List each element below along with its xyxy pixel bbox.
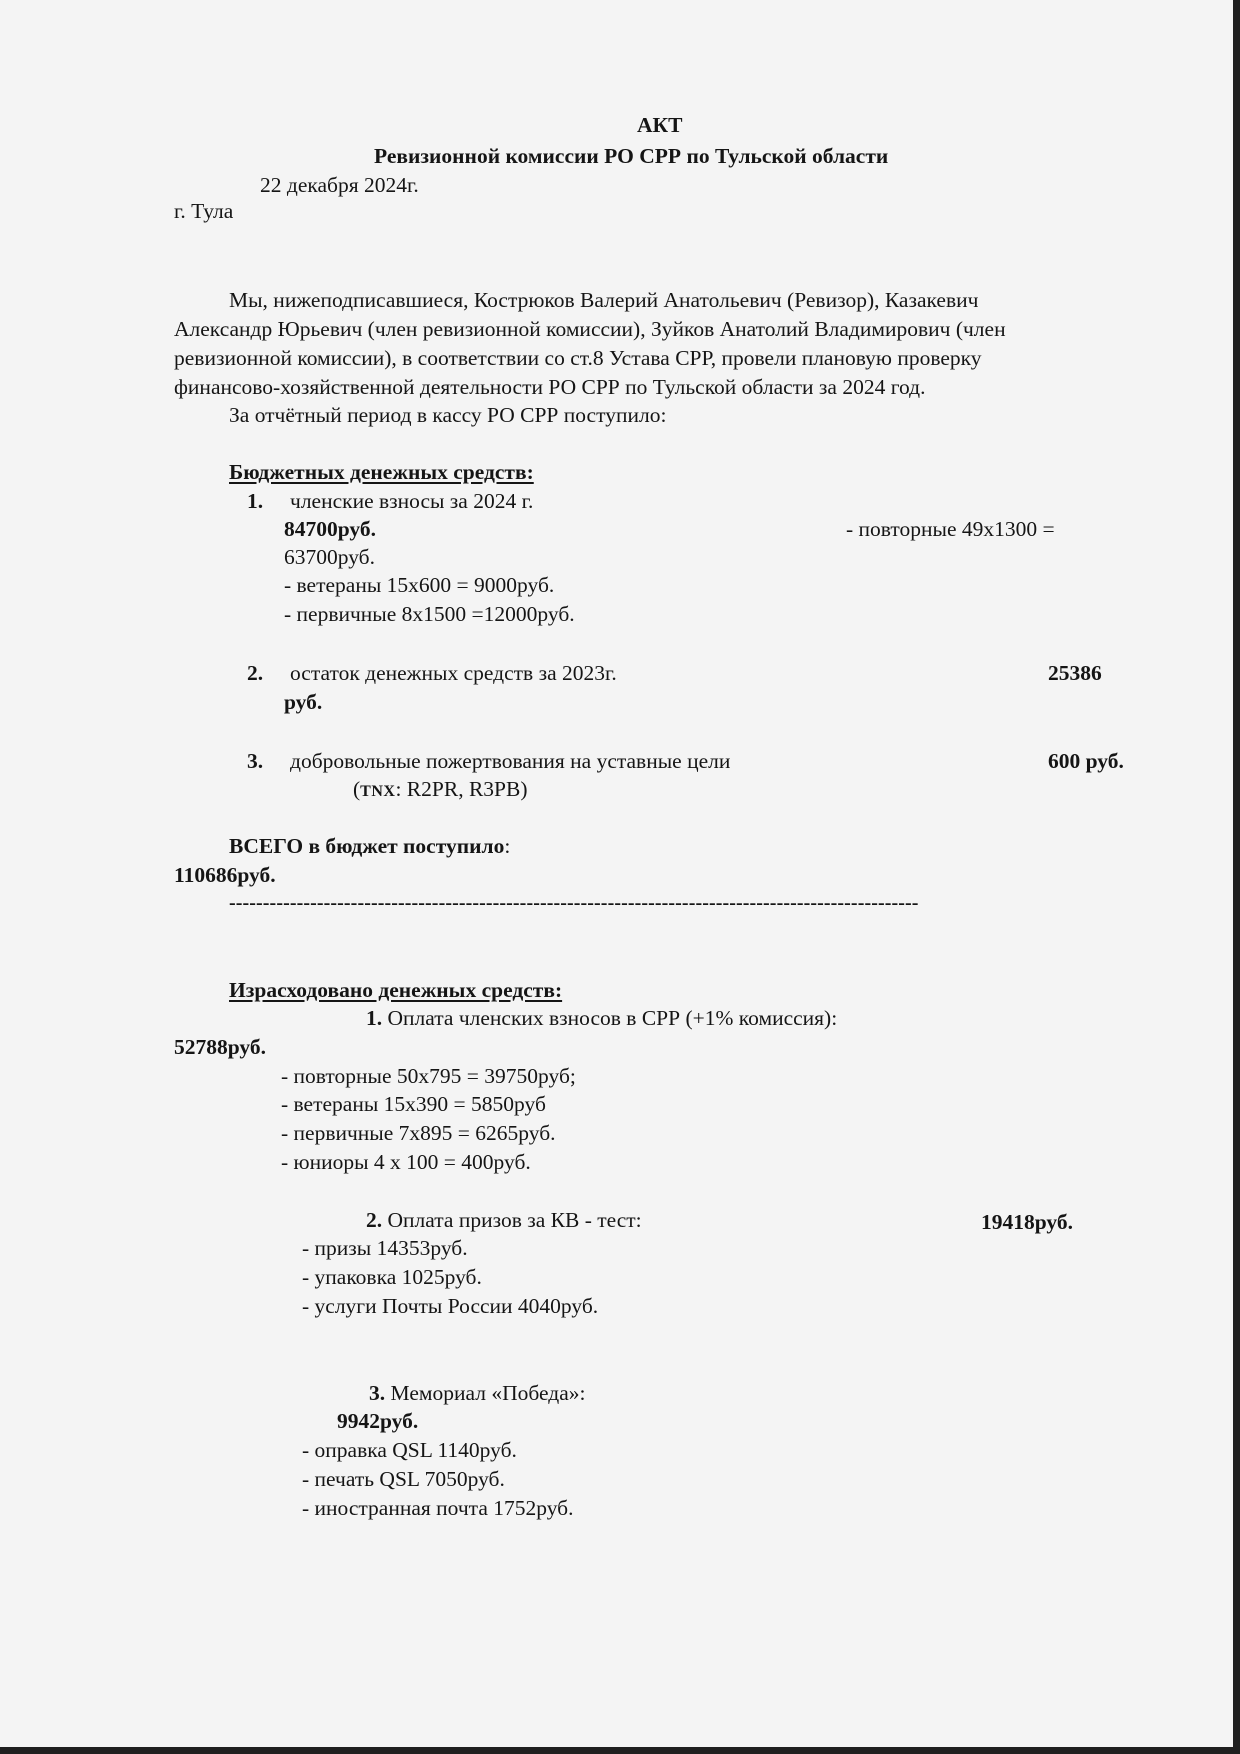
income-total-colon: : <box>504 834 511 858</box>
tnx-label: TNX <box>360 783 396 800</box>
income-total-label-text: ВСЕГО в бюджет поступило <box>229 834 505 858</box>
expense-item-title <box>366 1210 642 1232</box>
expense-item-amount: 19418руб. <box>981 1210 1074 1234</box>
document-city: г. Тула <box>174 199 234 223</box>
expense-item-line: - услуги Почты России 4040руб. <box>302 1294 599 1318</box>
tnx-callsigns: : R2PR, R3PB) <box>395 777 528 801</box>
expense-item-line: - печать QSL 7050руб. <box>302 1467 505 1491</box>
expense-item-label: Оплата членских взносов в СРР (+1% комиссия): <box>387 1006 838 1030</box>
income-item-label: остаток денежных средств за 2023г. <box>290 661 617 685</box>
income-item-amount: 600 руб. <box>1048 749 1124 773</box>
intro-line: Александр Юрьевич (член ревизионной комиссии), Зуйков Анатолий Владимирович (член <box>174 317 1006 341</box>
expense-item-line: - упаковка 1025руб. <box>302 1265 482 1289</box>
income-heading: Бюджетных денежных средств: <box>229 460 534 484</box>
expense-heading: Израсходовано денежных средств: <box>229 978 563 1002</box>
expense-item-number: 2. <box>366 1208 383 1232</box>
scan-edge-right <box>1233 0 1240 1754</box>
expense-item-number: 3. <box>369 1381 386 1405</box>
income-item-label: членские взносы за 2024 г. <box>290 489 534 513</box>
intro-line: финансово-хозяйственной деятельности РО СРР по Тульской области за 2024 год. <box>174 375 926 399</box>
income-total-value: 110686руб. <box>174 863 276 887</box>
income-item-number: 1. <box>247 489 264 513</box>
income-item-label: добровольные пожертвования на уставные цели <box>290 749 731 773</box>
income-item-amount: 84700руб. <box>284 517 377 541</box>
expense-item-title <box>366 1008 837 1030</box>
expense-item-label: Оплата призов за КВ - тест: <box>387 1208 642 1232</box>
document-date: 22 декабря 2024г. <box>260 173 419 197</box>
intro-line: ревизионной комиссии), в соответствии со ст.8 Устава СРР, провели плановую проверку <box>174 346 982 370</box>
income-total-label <box>229 836 510 858</box>
expense-item-line: - призы 14353руб. <box>302 1236 468 1260</box>
expense-item-line: - первичные 7х895 = 6265руб. <box>281 1121 556 1145</box>
expense-item-line: - иностранная почта 1752руб. <box>302 1496 574 1520</box>
income-item-line: - первичные 8х1500 =12000руб. <box>284 602 575 626</box>
separator-line: ------------------------------------------------------------------------------------------------------ <box>229 892 919 914</box>
expense-item-amount: 9942руб. <box>337 1409 419 1433</box>
expense-item-line: - юниоры 4 х 100 = 400руб. <box>281 1150 531 1174</box>
scan-edge-bottom <box>0 1747 1240 1754</box>
income-item-number: 2. <box>247 661 264 685</box>
document-title: АКТ <box>637 113 683 137</box>
income-item-line: - ветераны 15х600 = 9000руб. <box>284 573 555 597</box>
income-item-number: 3. <box>247 749 264 773</box>
intro-line: Мы, нижеподписавшиеся, Кострюков Валерий Анатольевич (Ревизор), Казакевич <box>229 288 979 312</box>
intro-line: За отчётный период в кассу РО СРР поступило: <box>229 403 667 427</box>
expense-item-line: - повторные 50х795 = 39750руб; <box>281 1064 576 1088</box>
income-item-amount-unit: руб. <box>284 690 323 714</box>
income-item-continuation: 63700руб. <box>284 545 375 569</box>
income-item-tnx: (TNX: R2PR, R3PB) <box>353 777 528 801</box>
expense-item-label: Мемориал «Победа»: <box>390 1381 586 1405</box>
expense-item-line: - оправка QSL 1140руб. <box>302 1438 517 1462</box>
expense-item-number: 1. <box>366 1006 383 1030</box>
income-item-amount: 25386 <box>1048 661 1102 685</box>
expense-item-line: - ветераны 15х390 = 5850руб <box>281 1092 546 1116</box>
document-subtitle: Ревизионной комиссии РО СРР по Тульской области <box>374 144 889 168</box>
expense-item-title <box>369 1383 585 1405</box>
expense-item-amount: 52788руб. <box>174 1035 267 1059</box>
income-item-note: - повторные 49х1300 = <box>846 517 1055 541</box>
